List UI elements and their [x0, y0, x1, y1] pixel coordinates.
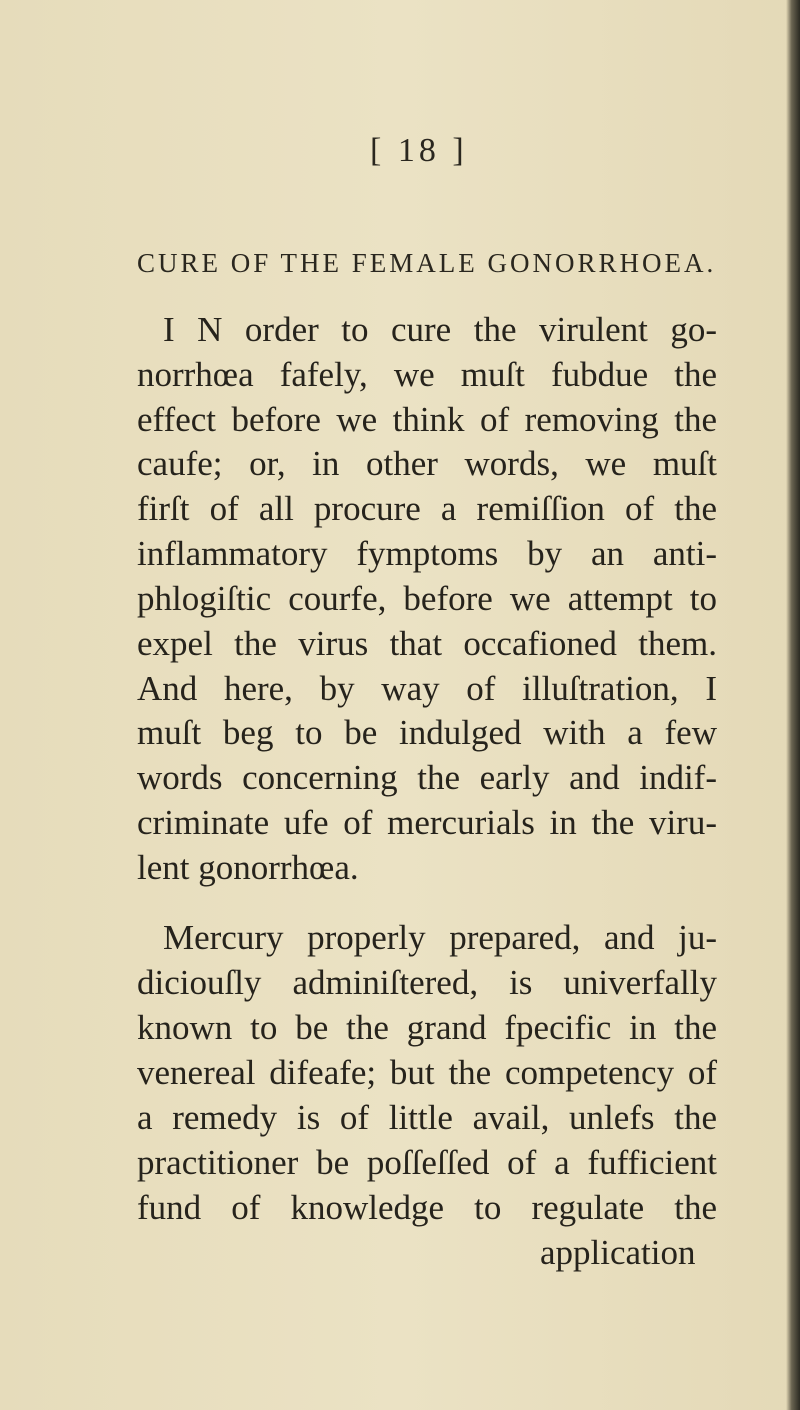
text-line: words concerning the early and indif-	[137, 758, 717, 797]
text-line: I N order to cure the virulent go-	[163, 310, 717, 349]
text-line: practitioner be poſſeſſed of a fufficient	[137, 1143, 717, 1182]
page-number: [ 18 ]	[370, 132, 468, 169]
text-line: criminate ufe of mercurials in the viru-	[137, 803, 717, 842]
text-line: inflammatory fymptoms by an anti-	[137, 534, 717, 573]
text-line: caufe; or, in other words, we muſt	[137, 444, 717, 483]
catchword: application	[540, 1233, 696, 1272]
page-edge-shadow	[786, 0, 800, 1410]
text-line: Mercury properly prepared, and ju-	[163, 918, 717, 957]
text-line: lent gonorrhœa.	[137, 848, 359, 887]
text-line: expel the virus that occafioned them.	[137, 624, 717, 663]
text-line: firſt of all procure a remiſſion of the	[137, 489, 717, 528]
text-line: phlogiſtic courfe, before we attempt to	[137, 579, 717, 618]
text-line: And here, by way of illuſtration, I	[137, 669, 717, 708]
text-line: venereal difeafe; but the competency of	[137, 1053, 717, 1092]
text-line: muſt beg to be indulged with a few	[137, 713, 717, 752]
text-line: effect before we think of removing the	[137, 400, 717, 439]
text-line: norrhœa fafely, we muſt fubdue the	[137, 355, 717, 394]
text-line: a remedy is of little avail, unlefs the	[137, 1098, 717, 1137]
text-line: fund of knowledge to regulate the	[137, 1188, 717, 1227]
chapter-heading: CURE OF THE FEMALE GONORRHOEA.	[137, 248, 717, 278]
text-line: known to be the grand fpecific in the	[137, 1008, 717, 1047]
text-line: diciouſly adminiſtered, is univerfally	[137, 963, 717, 1002]
